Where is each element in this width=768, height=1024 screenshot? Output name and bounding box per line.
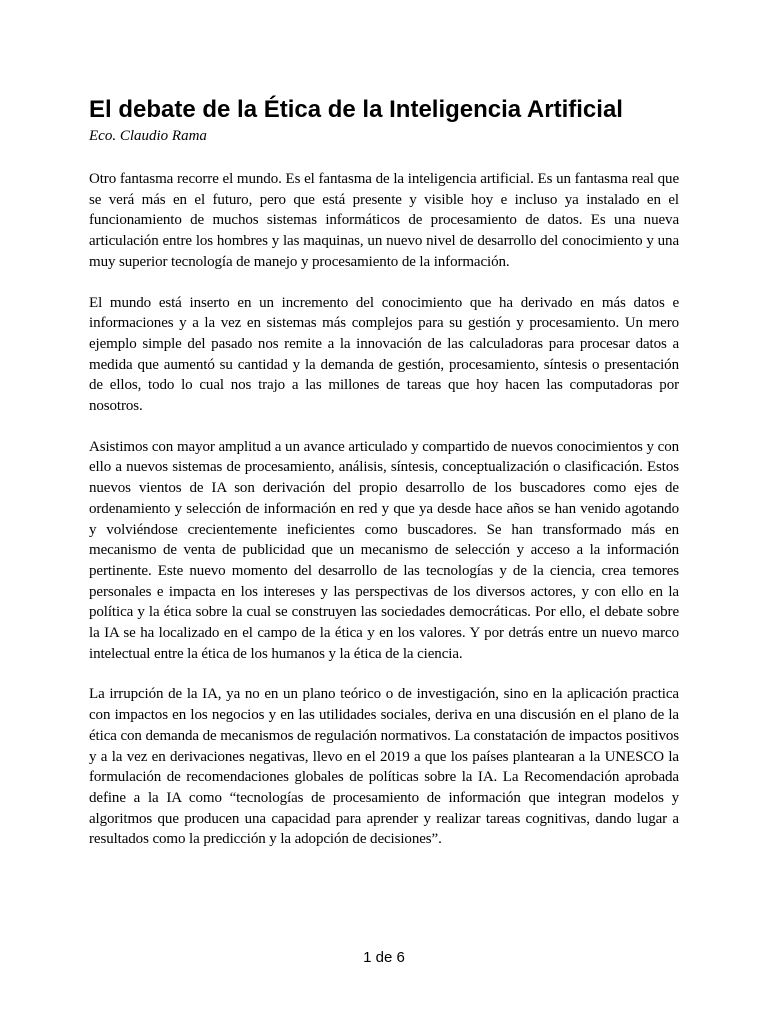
paragraph-3: Asistimos con mayor amplitud a un avance articulado y compartido de nuevos conocimientos y con ello a nuevos sistemas de procesamiento, análisis, síntesis, conceptualización o clasificación. Estos nuevos vientos de IA son derivación del propio desarrollo de los buscadores como ejes de ordenamiento y selección de información en red y que ya desde hace años se han venido agotando y volviéndose crecientemente ineficientes como buscadores. Se han transformado más en mecanismo de venta de publicidad que un mecanismo de selección y acceso a la información pertinente. Este nuevo momento del desarrollo de las tecnologías y de la ciencia, crea temores personales e impacta en los intereses y las perspectivas de los diversos actores, y con ello en la política y la ética sobre la cual se construyen las sociedades democráticas. Por ello, el debate sobre la IA se ha localizado en el campo de la ética y en los valores. Y por detrás entre un nuevo marco intelectual entre la ética de los humanos y la ética de la ciencia.	[89, 438, 679, 662]
paragraph-4: La irrupción de la IA, ya no en un plano teórico o de investigación, sino en la aplicación practica con impactos en los negocios y en las utilidades sociales, deriva en una discusión en el plano de la ética con demanda de mecanismos de regulación normativos. La constatación de impactos positivos y a la vez en derivaciones negativas, llevo en el 2019 a que los países plantearan a la UNESCO la formulación de recomendaciones globales de políticas sobre la IA. La Recomendación aprobada define a la IA como “tecnologías de procesamiento de información que integran modelos y algoritmos que producen una capacidad para aprender y realizar tareas cognitivas, dando lugar a resultados como la predicción y la adopción de decisiones”.	[89, 686, 679, 848]
paragraph-2: El mundo está inserto en un incremento del conocimiento que ha derivado en más datos e informaciones y a la vez en sistemas más complejos para su gestión y procesamiento. Un mero ejemplo simple del pasado nos remite a la innovación de las calculadoras para procesar datos a medida que aumentó su cantidad y la demanda de gestión, procesamiento, síntesis o presentación de ellos, todo lo cual nos trajo a las millones de tareas que hoy hacen las computadoras por nosotros.	[89, 294, 679, 415]
page-number: 1 de 6	[363, 949, 405, 966]
paragraph-1: Otro fantasma recorre el mundo. Es el fantasma de la inteligencia artificial. Es un fantasma real que se verá más en el futuro, pero que está presente y visible hoy e incluso ya instalado en el funcionamiento de muchos sistemas informáticos de procesamiento de datos. Es una nueva articulación entre los hombres y las maquinas, un nuevo nivel de desarrollo del conocimiento y una muy superior tecnología de manejo y procesamiento de la información.	[89, 171, 679, 270]
document-title: El debate de la Ética de la Inteligencia Artificial	[89, 96, 623, 123]
document-body	[89, 94, 679, 870]
document-author: Eco. Claudio Rama	[89, 128, 207, 144]
